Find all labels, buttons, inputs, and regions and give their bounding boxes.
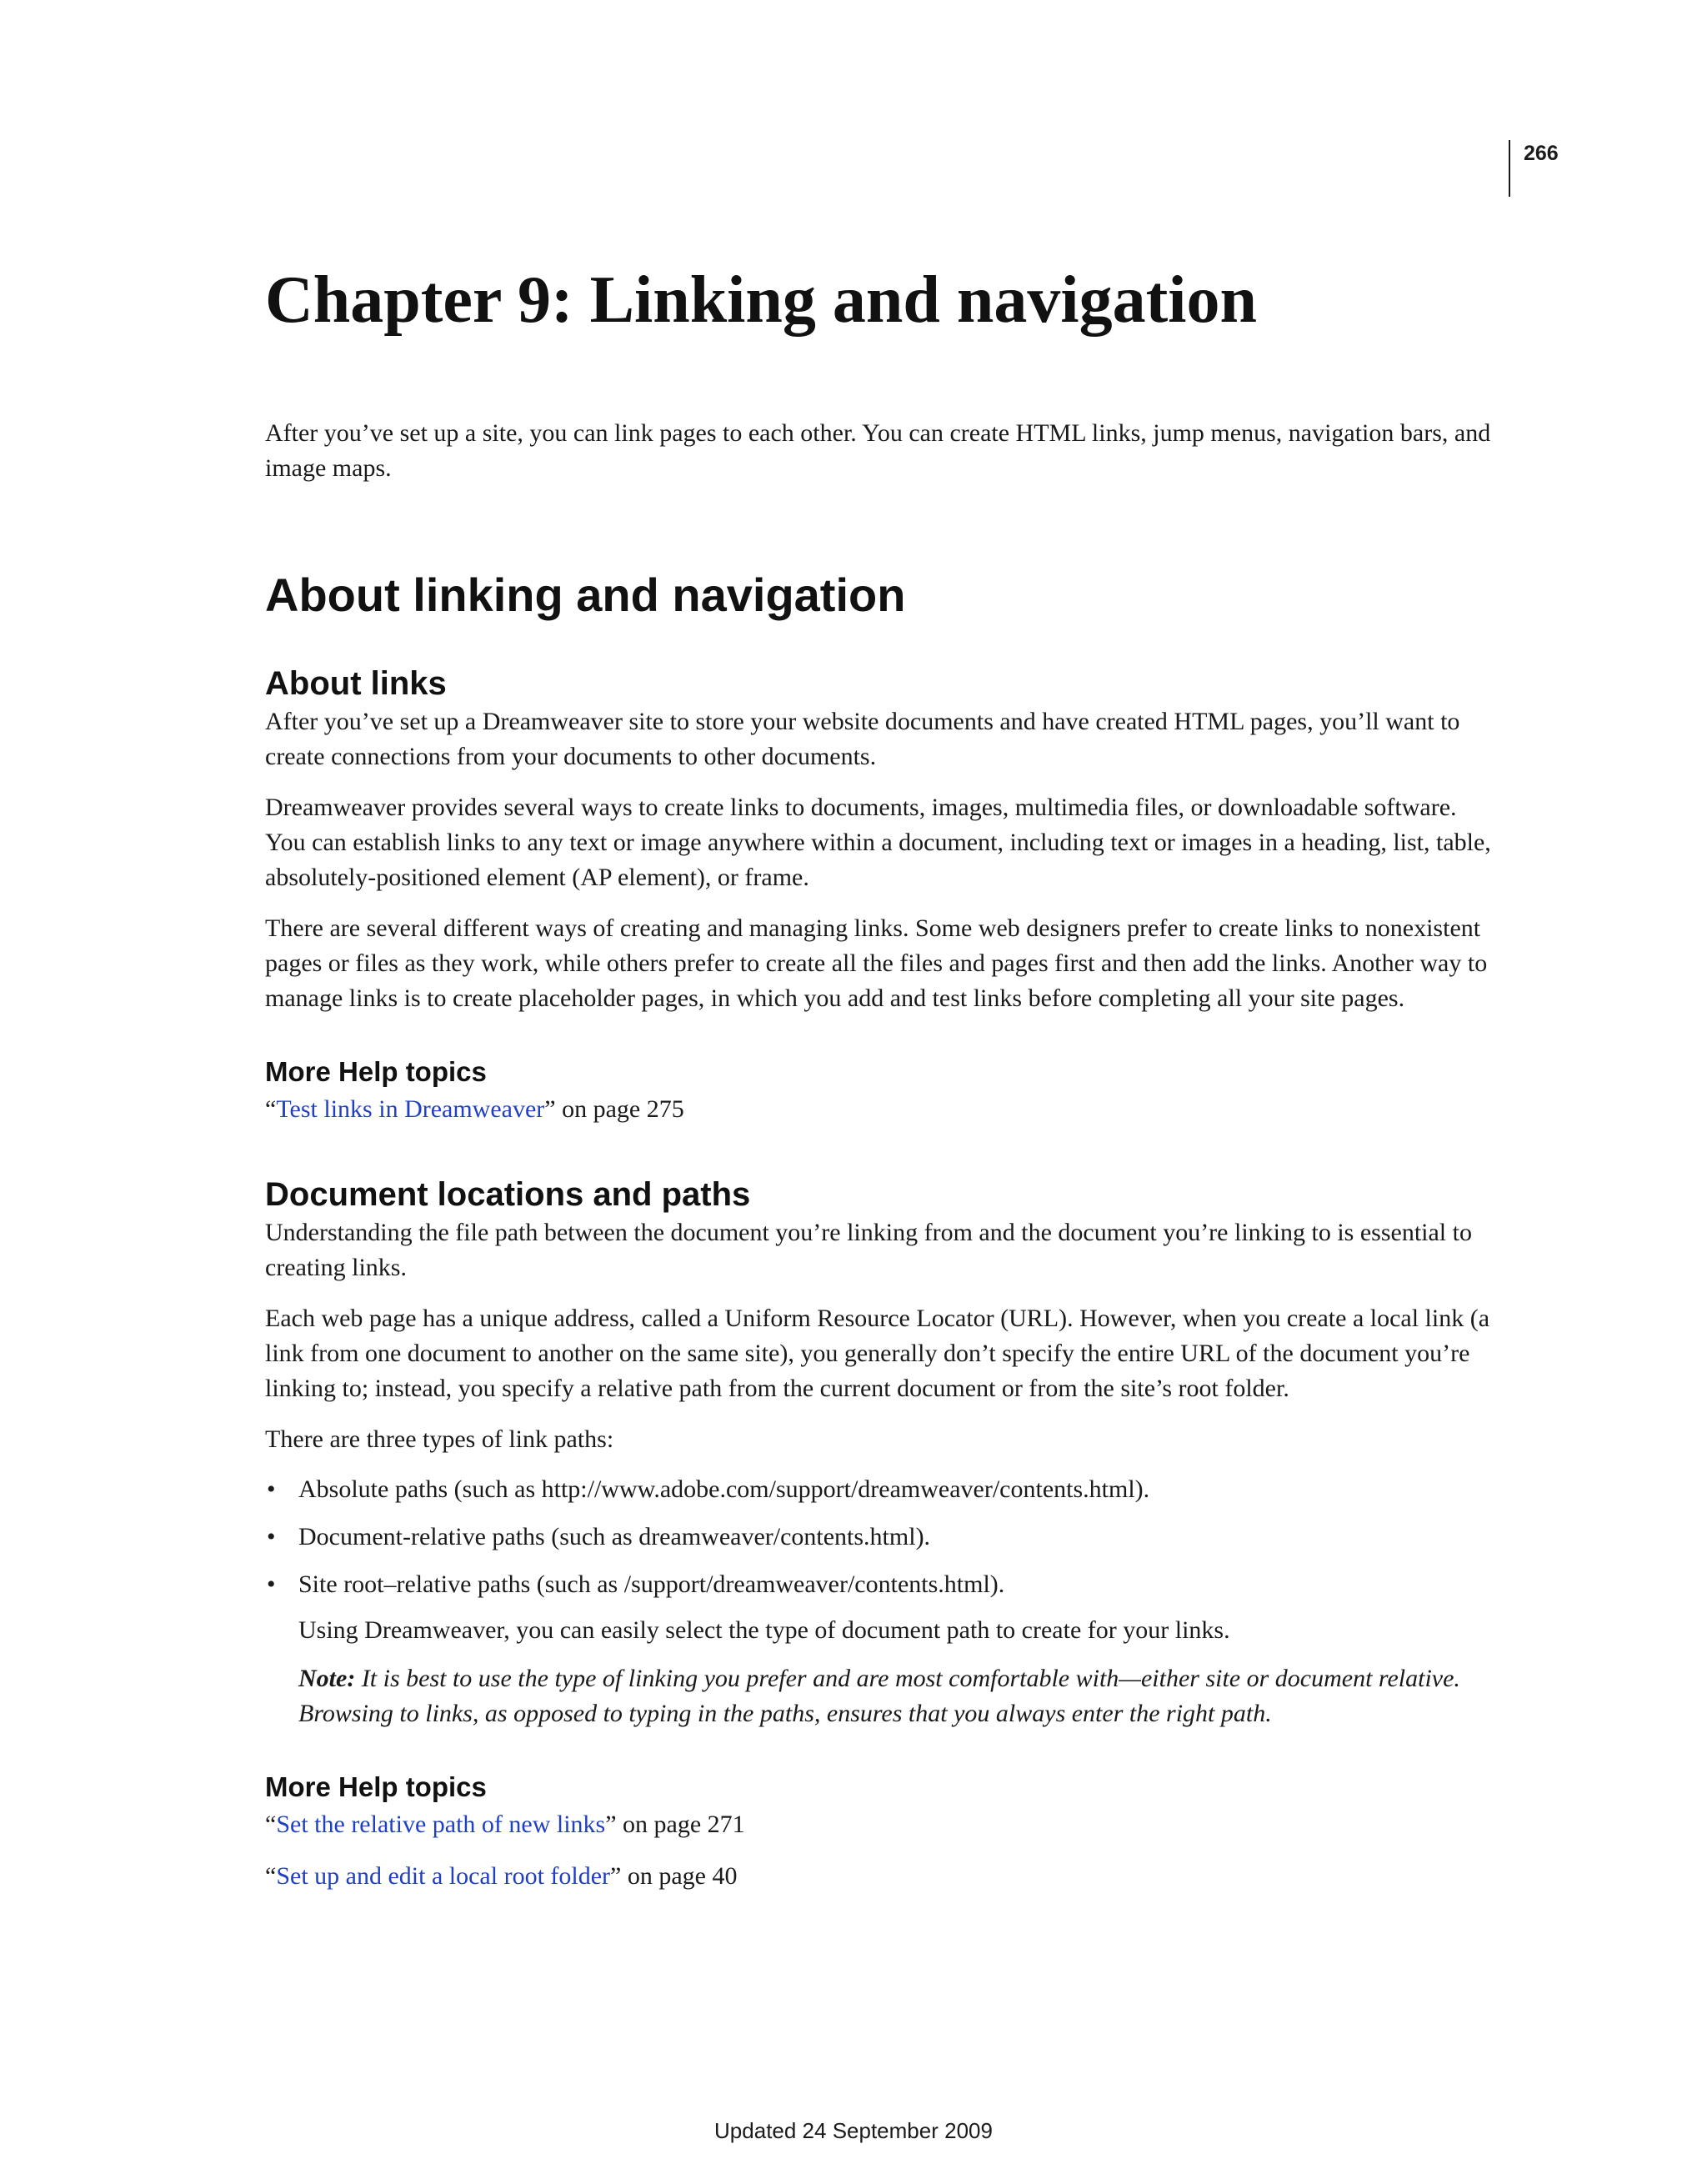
paragraph: Each web page has a unique address, called a Uniform Resource Locator (URL). However, when you create a local link (a link from one document to another on the same site), you generally don’t specify the entire URL of the document you’re linking to; instead, you specify a relative path from the current document or from the site’s root folder.	[265, 1305, 1490, 1402]
paragraph: There are three types of link paths:	[265, 1425, 614, 1453]
page-content	[265, 416, 1500, 1894]
help-link-item: “Set the relative path of new links” on page 271	[265, 1811, 745, 1838]
more-help-heading: More Help topics	[265, 1771, 487, 1802]
help-link-test-links[interactable]: Test links in Dreamweaver	[276, 1095, 545, 1123]
more-help-heading: More Help topics	[265, 1056, 487, 1087]
list-item: • Document-relative paths (such as dreamweaver/contents.html).	[265, 1520, 1500, 1555]
paragraph: There are several different ways of creating and managing links. Some web designers prefer to create links to nonexistent pages or files as they work, while others prefer to create all the files and pages first and then add the links. Another way to manage links is to create placeholder pages, in which you add and test links before completing all your site pages.	[265, 914, 1488, 1012]
subsection-heading-about-links: About links	[265, 665, 447, 702]
note	[265, 1661, 1500, 1731]
list-item: • Absolute paths (such as http://www.adobe.com/support/dreamweaver/contents.html).	[265, 1472, 1500, 1507]
list-item: • Site root–relative paths (such as /support/dreamweaver/contents.html).	[265, 1567, 1500, 1602]
note-text: It is best to use the type of linking you prefer and are most comfortable with—either site or document relative. Browsing to links, as opposed to typing in the paths, ensures that you always enter the right path.	[298, 1665, 1460, 1727]
chapter-title: Chapter 9: Linking and navigation	[265, 263, 1257, 337]
note-label: Note:	[298, 1665, 356, 1692]
paragraph: Using Dreamweaver, you can easily select the type of document path to create for your links.	[298, 1616, 1230, 1644]
help-link-item: “Test links in Dreamweaver” on page 275	[265, 1095, 684, 1123]
subsection-heading-document-paths: Document locations and paths	[265, 1176, 751, 1213]
paragraph: Dreamweaver provides several ways to create links to documents, images, multimedia files, or downloadable software. You can establish links to any text or image anywhere within a document, including text or images in a heading, list, table, absolutely-positioned element (AP element), or frame.	[265, 794, 1491, 891]
footer-updated-date: Updated 24 September 2009	[714, 2118, 993, 2143]
help-link-local-root[interactable]: Set up and edit a local root folder	[276, 1862, 611, 1890]
paragraph: Understanding the file path between the document you’re linking from and the document you’re linking to is essential to creating links.	[265, 1219, 1472, 1281]
paragraph: After you’ve set up a Dreamweaver site to store your website documents and have created HTML pages, you’ll want to create connections from your documents to other documents.	[265, 708, 1460, 770]
help-link-relative-path[interactable]: Set the relative path of new links	[276, 1811, 606, 1838]
intro-paragraph: After you’ve set up a site, you can link pages to each other. You can create HTML links, jump menus, navigation bars, and image maps.	[265, 419, 1491, 482]
link-path-types-list	[265, 1472, 1500, 1602]
help-link-item: “Set up and edit a local root folder” on page 40	[265, 1862, 738, 1890]
section-heading-linking-navigation: About linking and navigation	[265, 569, 906, 621]
page-number: 266	[1509, 140, 1559, 197]
